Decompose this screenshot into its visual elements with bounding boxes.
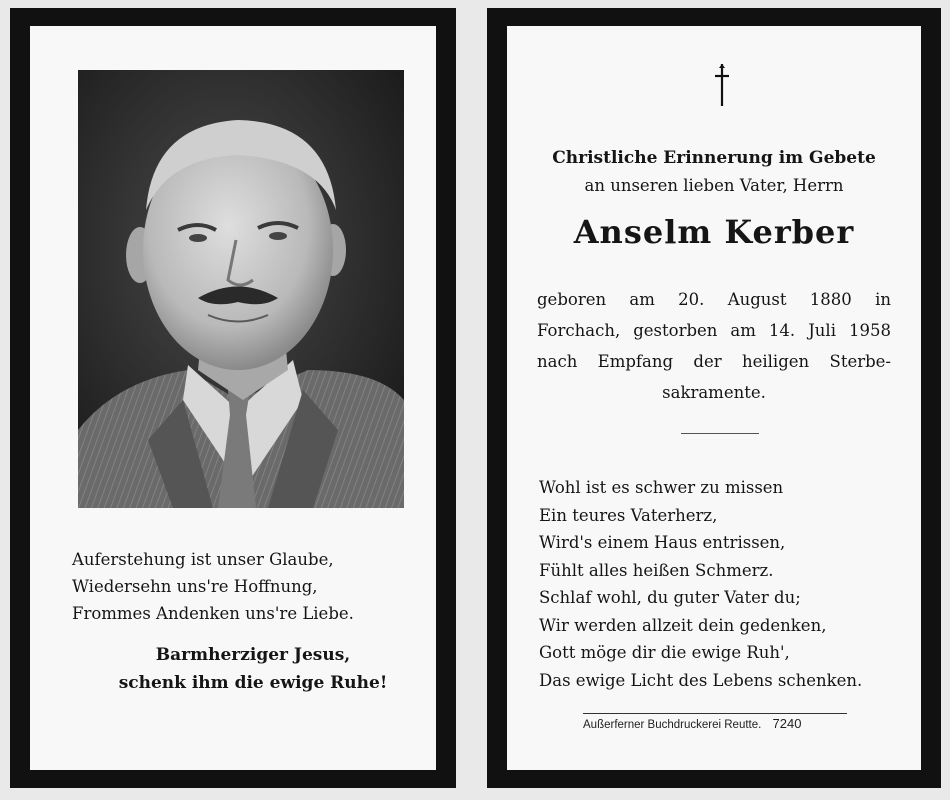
heading-title: Christliche Erinnerung im Gebete	[552, 148, 876, 168]
bio-line: nach Empfang der heiligen Sterbe-	[537, 352, 891, 371]
deceased-name: Anselm Kerber	[573, 213, 855, 251]
prayer-line: schenk ihm die ewige Ruhe!	[118, 673, 388, 693]
bio-text	[537, 284, 891, 408]
poem	[539, 474, 862, 694]
printer-number: 7240	[772, 716, 802, 731]
printer-name: Außerferner Buchdruckerei Reutte.	[583, 719, 762, 731]
poem-line: Fühlt alles heißen Schmerz.	[539, 560, 774, 580]
portrait-photo	[78, 70, 404, 508]
verse-line: Frommes Andenken uns're Liebe.	[72, 604, 354, 623]
card-panel-right	[507, 26, 921, 770]
divider	[681, 433, 759, 434]
verse-line: Wiedersehn uns're Hoffnung,	[72, 577, 318, 596]
poem-line: Schlaf wohl, du guter Vater du;	[539, 588, 801, 607]
memorial-card-left	[10, 8, 456, 788]
prayer-line: Barmherziger Jesus,	[155, 645, 351, 665]
left-text-block	[58, 546, 448, 697]
bio-line: sakramente.	[662, 383, 766, 402]
poem-line: Wird's einem Haus entrissen,	[539, 533, 786, 552]
card-panel-left	[30, 26, 436, 770]
bio-line: geboren am 20. August 1880 in	[537, 290, 891, 309]
heading-subtitle: an unseren lieben Vater, Herrn	[584, 176, 844, 195]
verse-line: Auferstehung ist unser Glaube,	[72, 550, 334, 569]
poem-line: Ein teures Vaterherz,	[539, 505, 718, 525]
portrait-illustration	[78, 70, 404, 508]
memorial-card-right	[487, 8, 941, 788]
poem-line: Wir werden allzeit dein gedenken,	[539, 615, 827, 635]
card-heading	[507, 144, 921, 258]
poem-line: Das ewige Licht des Lebens schenken.	[539, 670, 863, 690]
poem-line: Wohl ist es schwer zu missen	[539, 478, 784, 497]
prayer	[58, 641, 448, 697]
poem-line: Gott möge dir die ewige Ruh',	[539, 643, 790, 662]
bio-line: Forchach, gestorben am 14. Juli 1958	[537, 321, 891, 340]
cross-icon	[714, 64, 730, 106]
printer-imprint	[583, 713, 847, 731]
